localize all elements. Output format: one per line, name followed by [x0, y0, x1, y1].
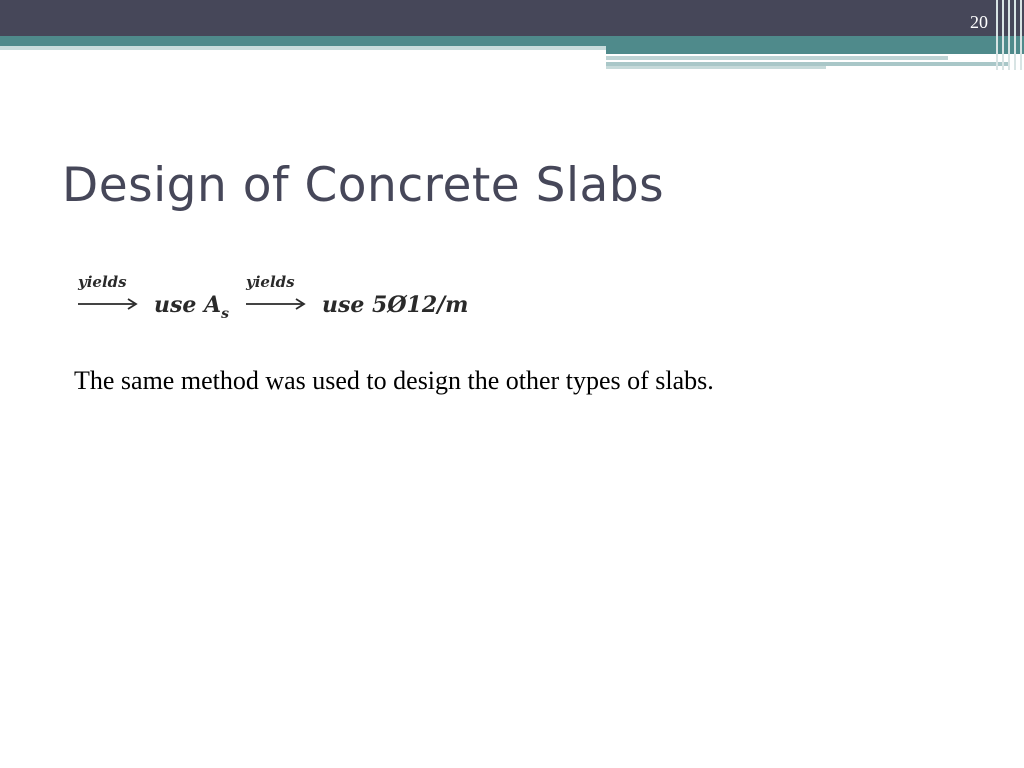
formula-image — [74, 268, 504, 328]
header-vertical-stripes — [994, 0, 1024, 70]
subscript-s: s — [221, 306, 229, 322]
header-decor-stripe — [606, 66, 826, 69]
body-paragraph: The same method was used to design the other types of slabs. — [74, 366, 714, 395]
slide-number: 20 — [970, 12, 988, 32]
header-accent-band — [0, 36, 1024, 46]
header-light-stripe — [0, 46, 606, 50]
right-arrow-icon — [78, 299, 136, 309]
slide-title: Design of Concrete Slabs — [62, 158, 665, 213]
right-arrow-icon — [246, 299, 304, 309]
header-bar — [0, 0, 1024, 36]
header-decor-stripe — [606, 56, 948, 60]
formula-step-use-as: use $A_s$ — [154, 292, 229, 322]
arrow-label-yields-1: yields — [78, 273, 127, 291]
arrow-label-yields-2: yields — [246, 273, 295, 291]
header-accent-band-right — [606, 46, 1024, 54]
formula-step-use-bars: use 5Ø12/m — [322, 292, 469, 318]
